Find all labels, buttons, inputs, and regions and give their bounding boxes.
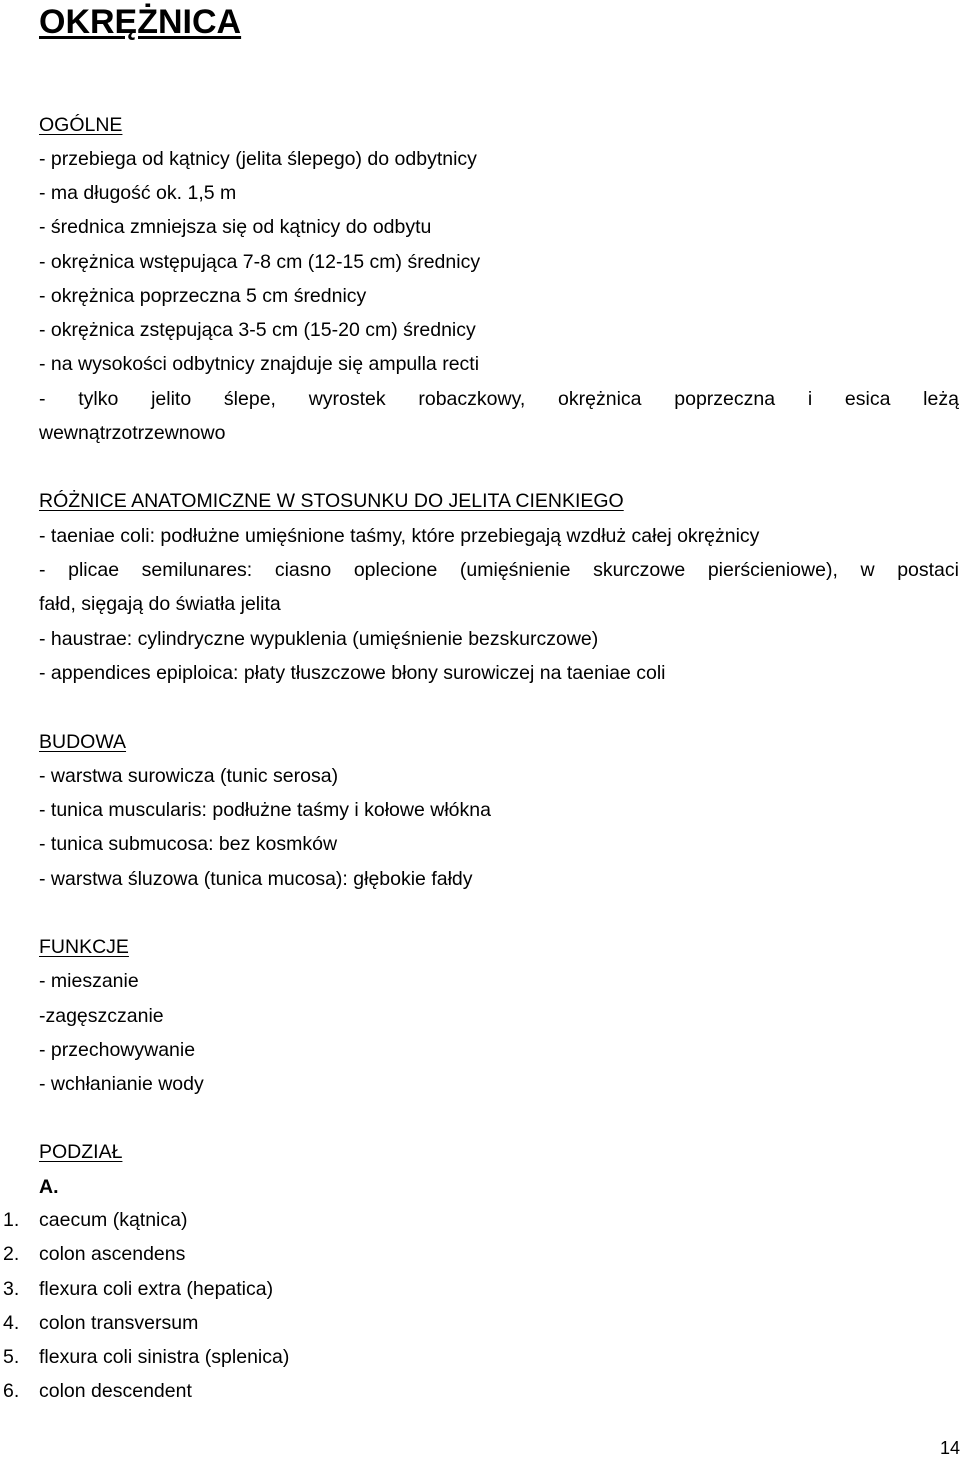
- word: i: [807, 388, 813, 410]
- word: ślepe,: [223, 388, 276, 410]
- text-line: - haustrae: cylindryczne wypuklenia (umięśnienie bezskurczowe): [39, 628, 599, 650]
- word: (umięśnienie: [459, 559, 571, 581]
- word: okrężnica: [558, 388, 642, 410]
- text-line: fałd, sięgają do światła jelita: [39, 593, 281, 615]
- list-number: 3.: [3, 1277, 20, 1300]
- word: leżą: [923, 388, 959, 410]
- text-line: - na wysokości odbytnicy znajduje się ampulla recti: [39, 353, 480, 375]
- text-line: - tunica muscularis: podłużne taśmy i kołowe włókna: [39, 799, 491, 821]
- section-heading-ogolne: OGÓLNE: [39, 114, 123, 136]
- text-line: wewnątrzotrzewnowo: [39, 422, 226, 444]
- list-text: flexura coli sinistra (splenica): [39, 1346, 290, 1369]
- text-line: - wchłanianie wody: [39, 1073, 204, 1095]
- word: poprzeczna: [674, 388, 776, 410]
- word: skurczowe: [593, 559, 686, 581]
- text-line: - tunica submucosa: bez kosmków: [39, 833, 338, 855]
- text-line: - przechowywanie: [39, 1039, 196, 1061]
- page-title: OKRĘŻNICA: [39, 3, 242, 41]
- sub-label: A.: [39, 1176, 59, 1198]
- text-line: - przebiega od kątnicy (jelita ślepego) do odbytnicy: [39, 148, 477, 170]
- text-line: - mieszanie: [39, 970, 139, 992]
- list-text: colon ascendens: [39, 1243, 186, 1266]
- page-number: 14: [939, 1438, 960, 1458]
- text-line: - okrężnica wstępująca 7-8 cm (12-15 cm) średnicy: [39, 251, 481, 273]
- text-line: - appendices epiploica: płaty tłuszczowe błony surowiczej na taeniae coli: [39, 662, 666, 684]
- list-number: 2.: [3, 1243, 20, 1266]
- word: postaci: [897, 559, 959, 581]
- word: -: [39, 388, 46, 410]
- list-text: colon descendent: [39, 1380, 192, 1403]
- word: tylko: [78, 388, 119, 410]
- section-heading-budowa: BUDOWA: [39, 731, 127, 753]
- list-number: 1.: [3, 1209, 20, 1231]
- word: pierścieniowe),: [707, 559, 838, 581]
- section-heading-roznice: RÓŻNICE ANATOMICZNE W STOSUNKU DO JELITA CIENKIEGO: [39, 490, 624, 512]
- text-line: - okrężnica poprzeczna 5 cm średnicy: [39, 285, 367, 307]
- text-line: - warstwa śluzowa (tunica mucosa): głębokie fałdy: [39, 868, 473, 890]
- word: wyrostek: [308, 388, 386, 410]
- word: ciasno: [274, 559, 332, 581]
- justified-line-ogolne: [39, 382, 959, 416]
- list-number: 4.: [3, 1311, 20, 1334]
- word: w: [860, 559, 875, 581]
- text-line: - warstwa surowicza (tunic serosa): [39, 765, 339, 787]
- word: plicae: [68, 559, 120, 581]
- word: oplecione: [353, 559, 438, 581]
- section-heading-podzial: PODZIAŁ: [39, 1141, 123, 1163]
- word: jelito: [151, 388, 192, 410]
- text-line: - ma długość ok. 1,5 m: [39, 182, 237, 204]
- word: -: [39, 559, 46, 581]
- list-text: colon transversum: [39, 1311, 199, 1334]
- text-line: -zagęszczanie: [39, 1005, 164, 1027]
- word: esica: [844, 388, 891, 410]
- word: semilunares:: [141, 559, 253, 581]
- list-number: 6.: [3, 1380, 20, 1403]
- text-line: - średnica zmniejsza się od kątnicy do odbytu: [39, 216, 432, 238]
- list-text: flexura coli extra (hepatica): [39, 1277, 274, 1300]
- text-line: - okrężnica zstępująca 3-5 cm (15-20 cm) średnicy: [39, 319, 476, 341]
- list-text: caecum (kątnica): [39, 1209, 188, 1231]
- list-number: 5.: [3, 1346, 20, 1369]
- word: robaczkowy,: [418, 388, 526, 410]
- section-heading-funkcje: FUNKCJE: [39, 936, 129, 958]
- text-line: - taeniae coli: podłużne umięśnione taśmy, które przebiegają wzdłuż całej okrężnicy: [39, 525, 760, 547]
- justified-line-roznice: [39, 553, 959, 587]
